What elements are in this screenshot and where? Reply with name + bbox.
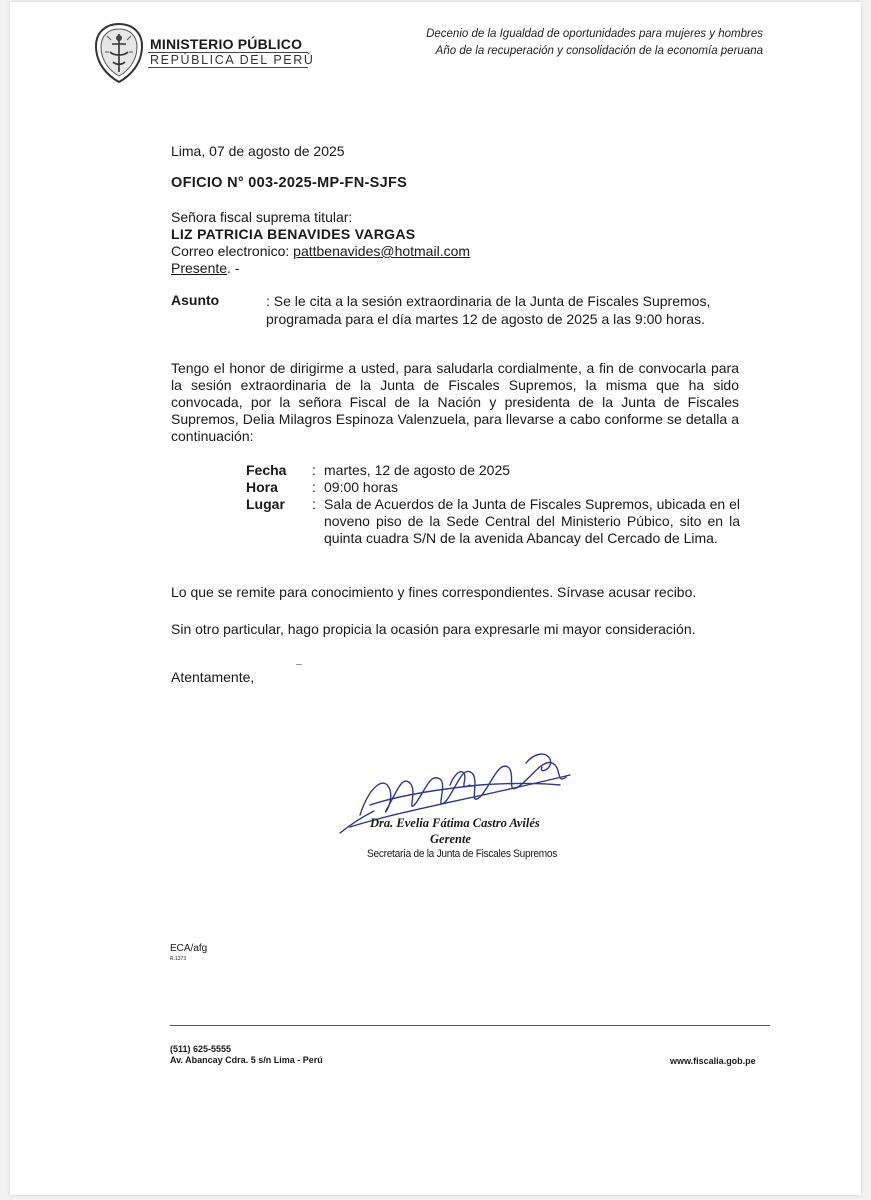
footer-address: Av. Abancay Cdra. 5 s/n Lima - Perú [170, 1055, 323, 1065]
recipient-email-link[interactable]: pattbenavides@hotmail.com [293, 243, 471, 259]
ministry-name: MINISTERIO PÚBLICO [150, 36, 303, 52]
detail-colon: : [312, 462, 316, 478]
detail-colon: : [312, 496, 316, 512]
presente-word: Presente [171, 260, 228, 276]
letter-reference: OFICIO N° 003-2025-MP-FN-SJFS [171, 175, 408, 191]
signatory-office: Secretaría de la Junta de Fiscales Supremos [367, 848, 558, 860]
logo-divider-bottom [148, 67, 308, 68]
subject-label: Asunto [171, 292, 220, 308]
reference-initials-block [170, 943, 207, 965]
ministry-seal-icon [92, 22, 146, 84]
motto-line-2: Año de la recuperación y consolidación de la economía peruana [435, 45, 763, 57]
body-paragraph: Tengo el honor de dirigirme a usted, para saludarla cordialmente, a fin de convocarla para la sesión extraordinaria de la Junta de Fiscales Supremos, la misma que ha sido convocada, por la señora Fiscal de la Nación y presidenta de la Junta de Fiscales Supremos, Delia Milagros Espinoza Valenzuela, para llevarse a cabo conforme se detalla a continuación: [171, 360, 739, 444]
detail-label: Fecha [246, 462, 287, 478]
detail-row-place [246, 496, 740, 547]
letter-date: Lima, 07 de agosto de 2025 [171, 143, 345, 159]
detail-value: Sala de Acuerdos de la Junta de Fiscales Supremos, ubicada en el noveno piso de la Sede Central del Ministerio Púbico, sito en la quinta cuadra S/N de la avenida Abancay del Cercado de Lima. [324, 496, 740, 546]
recipient-block [171, 209, 470, 277]
footer-phone: (511) 625-5555 [170, 1044, 232, 1054]
reference-code: R.1373 [170, 956, 187, 962]
signatory-name: Dra. Evelia Fátima Castro Avilés [370, 816, 540, 830]
detail-value: 09:00 horas [324, 479, 398, 495]
presente-line [171, 260, 470, 277]
remit-paragraph: Lo que se remite para conocimiento y fines correspondientes. Sírvase acusar recibo. [171, 584, 697, 600]
country-name: REPÚBLICA DEL PERÚ [150, 53, 315, 67]
detail-value: martes, 12 de agosto de 2025 [324, 462, 511, 478]
footer-website-link[interactable]: www.fiscalia.gob.pe [670, 1056, 756, 1066]
presente-suffix: . - [227, 260, 240, 276]
decade-motto [426, 26, 763, 60]
detail-row-date [246, 462, 740, 479]
email-label: Correo electronico: [171, 243, 290, 259]
subject-text: : Se le cita a la sesión extraordinaria de la Junta de Fiscales Supremos, programada para el día martes 12 de agosto de 2025 a las 9:00 horas. [266, 293, 711, 327]
footer-contact [170, 1044, 323, 1066]
scan-mark [296, 664, 302, 665]
closing-paragraph: Sin otro particular, hago propicia la ocasión para expresarle mi mayor consideración. [171, 621, 696, 637]
recipient-title: Señora fiscal suprema titular: [171, 209, 353, 225]
detail-label: Hora [246, 479, 278, 495]
detail-row-time [246, 479, 740, 496]
detail-colon: : [312, 479, 316, 495]
meeting-details [246, 462, 740, 547]
signatory-role: Gerente [430, 832, 471, 846]
motto-line-1: Decenio de la Igualdad de oportunidades para mujeres y hombres [426, 28, 763, 40]
salutation: Atentamente, [171, 669, 255, 685]
recipient-email-line [171, 243, 470, 260]
recipient-name: LIZ PATRICIA BENAVIDES VARGAS [171, 226, 416, 242]
reference-initials: ECA/afg [170, 943, 208, 954]
footer-divider [170, 1025, 770, 1026]
detail-label: Lugar [246, 496, 285, 512]
